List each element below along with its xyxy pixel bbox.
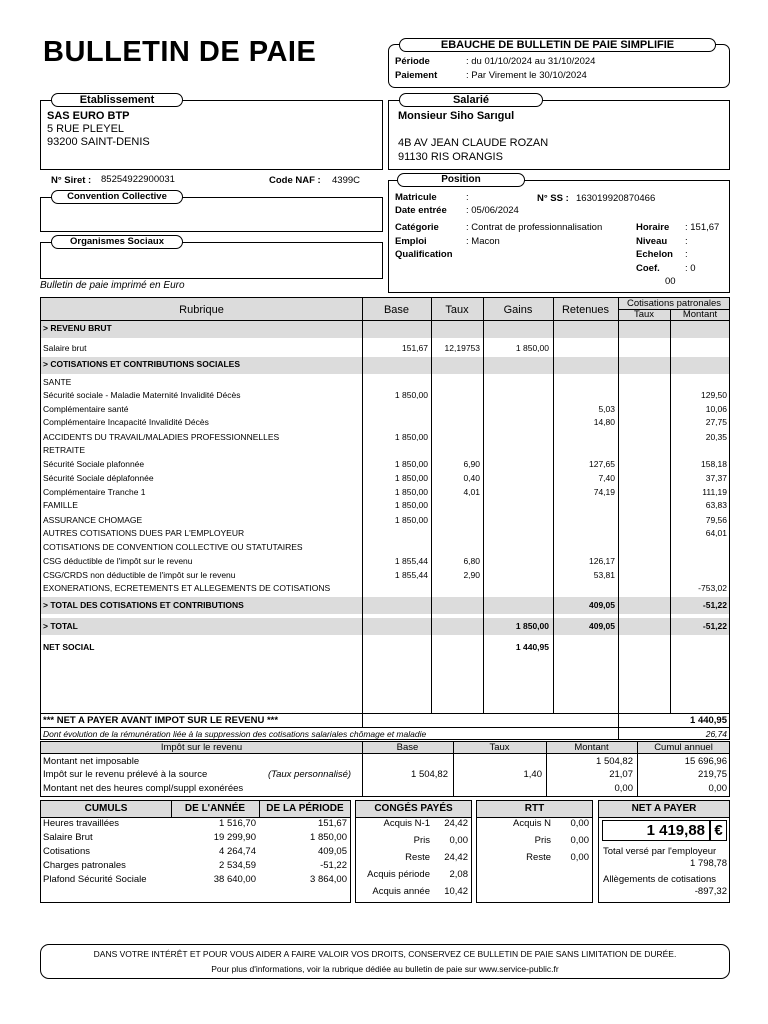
header-base: Base [383,304,410,316]
impot-header-taux: Taux [489,742,510,753]
row-base: 1 850,00 [394,459,428,469]
row-label: RETRAITE [43,445,86,455]
impot-row-montant: 21,07 [609,769,633,780]
header-cotis-taux: Taux [633,309,655,320]
net-payer-value: 1 419,88 [646,822,705,839]
evolution-value: 26,74 [705,729,727,739]
total-employeur-value: 1 798,78 [690,858,727,869]
row-label: Salaire brut [43,343,87,353]
row-retenues: 409,05 [589,600,615,610]
row-label: > TOTAL DES COTISATIONS ET CONTRIBUTIONS [43,600,244,610]
row-taux: 6,90 [463,459,480,469]
row-gains: 1 850,00 [515,621,549,631]
impot-row-cumul: 0,00 [708,783,727,794]
impot-header-montant: Montant [574,742,609,753]
row-patronal-montant: 158,18 [701,459,727,469]
qualification-label: Qualification [395,249,453,260]
row-base: 1 850,00 [394,515,428,525]
row-retenues: 126,17 [589,556,615,566]
ebauche-title: EBAUCHE DE BULLETIN DE PAIE SIMPLIFIE [399,38,716,52]
row-taux: 2,90 [463,570,480,580]
header-retenues: Retenues [561,304,610,316]
conges-header: CONGÉS PAYÉS [374,803,453,814]
impot-header-base: Base [396,742,419,753]
coef-extra: 00 [665,276,676,287]
matricule-value: : [466,192,469,203]
nss-label: N° SS : [537,193,569,204]
row-patronal-montant: 111,19 [702,487,727,497]
cumul-row-label: Cotisations [43,846,90,857]
allegements-value: -897,32 [694,886,727,897]
row-base: 1 850,00 [394,500,428,510]
row-patronal-montant: 37,37 [705,473,727,483]
impot-row-base: 1 504,82 [411,769,448,780]
company-address2: 93200 SAINT-DENIS [47,136,150,148]
row-taux: 12,19753 [444,343,480,353]
niveau-label: Niveau [636,236,668,247]
row-retenues: 409,05 [589,621,615,631]
conges-row-label: Acquis N-1 [383,818,430,829]
impot-header-cumul: Cumul annuel [654,742,713,753]
cumul-row-periode: 409,05 [317,846,347,857]
row-base: 1 855,44 [394,570,428,580]
header-cotis-patronales: Cotisations patronales [627,298,721,309]
entree-label: Date entrée [395,205,447,216]
cumul-row-label: Heures travaillées [43,818,120,829]
row-patronal-montant: -753,02 [698,583,727,593]
net-avant-impot-value: 1 440,95 [690,715,727,726]
echelon-label: Echelon [636,249,673,260]
cumul-row-annee: 2 534,59 [219,860,256,871]
employee-name: Monsieur Siho Sarıgul [398,110,515,122]
siret-value: 85254922900031 [101,174,175,185]
impot-row-label: Impôt sur le revenu prélevé à la source [43,769,208,780]
row-label: COTISATIONS DE CONVENTION COLLECTIVE OU STATUTAIRES [43,542,303,552]
row-label: ASSURANCE CHOMAGE [43,515,143,525]
rtt-row-value: 0,00 [570,818,589,829]
currency-note: Bulletin de paie imprimé en Euro [40,280,185,291]
rtt-row-value: 0,00 [570,852,589,863]
horaire-label: Horaire [636,222,670,233]
section-bg-revenu [41,321,729,338]
row-retenues: 127,65 [589,459,615,469]
emploi-value: : Macon [466,236,500,247]
conges-row-label: Acquis année [372,886,430,897]
salarie-label: Salarié [399,93,543,107]
row-label: SANTE [43,377,72,387]
row-label: > TOTAL [43,621,78,631]
row-patronal-montant: 10,06 [705,404,727,414]
conges-row-label: Acquis période [367,869,430,880]
row-patronal-montant: -51,22 [702,621,727,631]
row-patronal-montant: 20,35 [705,432,727,442]
row-label: Complémentaire Tranche 1 [43,487,146,497]
footer-line2: Pour plus d'informations, voir la rubrique dédiée au bulletin de paie sur www.service-public.fr [211,964,559,974]
coef-label: Coef. [636,263,660,274]
cumul-row-periode: 1 850,00 [310,832,347,843]
allegements-label: Allègements de cotisations [603,874,717,885]
impot-header-label: Impôt sur le revenu [160,742,243,753]
header-rubrique: Rubrique [179,304,224,316]
impot-row-note: (Taux personnalisé) [268,769,352,780]
entree-value: : 05/06/2024 [466,205,519,216]
matricule-label: Matricule [395,192,437,203]
company-address1: 5 RUE PLEYEL [47,123,125,135]
row-label: Sécurité Sociale plafonnée [43,459,145,469]
row-label: ACCIDENTS DU TRAVAIL/MALADIES PROFESSIONNELLES [43,432,280,442]
nss-value: 163019920870466 [576,193,656,204]
row-patronal-montant: 79,56 [705,515,727,525]
rtt-row-value: 0,00 [570,835,589,846]
row-retenues: 53,81 [593,570,615,580]
row-label: Complémentaire Incapacité Invalidité Décès [43,417,209,427]
euro-icon: € [714,822,723,839]
row-label: CSG/CRDS non déductible de l'impôt sur le revenu [43,570,236,580]
section-bg-total [41,618,729,635]
paiement-value: : Par Virement le 30/10/2024 [466,70,587,81]
impot-row-taux: 1,40 [523,769,542,780]
conges-row-value: 24,42 [444,852,468,863]
cumul-row-label: Charges patronales [43,860,126,871]
cumuls-header: CUMULS [84,803,128,814]
employee-address2: 91130 RIS ORANGIS [398,151,503,163]
cumul-row-periode: 151,67 [317,818,347,829]
naf-label: Code NAF : [269,175,321,186]
total-employeur-label: Total versé par l'employeur [603,846,717,857]
net-payer-header: NET A PAYER [631,803,697,814]
footer-line1: DANS VOTRE INTÉRÊT ET POUR VOUS AIDER A FAIRE VALOIR VOS DROITS, CONSERVEZ CE BULLETIN DE PAIE SANS LIMITATION DE DURÉE. [93,949,677,959]
emploi-label: Emploi [395,236,427,247]
periode-label: Période [395,56,430,67]
row-label: FAMILLE [43,500,78,510]
impot-row-label: Montant net imposable [43,756,140,767]
evolution-label: Dont évolution de la rémunération liée à la suppression des cotisations salariales chômage et maladie [43,729,427,739]
position-label: Position [397,173,525,187]
row-base: 1 850,00 [394,473,428,483]
cumul-row-label: Plafond Sécurité Sociale [43,874,147,885]
row-retenues: 5,03 [598,404,615,414]
conges-row-label: Pris [413,835,430,846]
categorie-value: : Contrat de professionnalisation [466,222,603,233]
row-patronal-montant: 27,75 [705,417,727,427]
row-label: CSG déductible de l'impôt sur le revenu [43,556,193,566]
row-patronal-montant: 64,01 [705,528,727,538]
header-taux: Taux [445,304,469,316]
employee-address1: 4B AV JEAN CLAUDE ROZAN [398,137,549,149]
etablissement-label: Etablissement [51,93,183,107]
header-gains: Gains [503,304,533,316]
conges-row-value: 24,42 [444,818,468,829]
convention-label: Convention Collective [51,190,183,204]
echelon-value: : [685,249,688,260]
niveau-value: : [685,236,688,247]
periode-value: : du 01/10/2024 au 31/10/2024 [466,56,596,67]
organismes-label: Organismes Sociaux [51,235,183,249]
cumul-row-annee: 1 516,70 [219,818,256,829]
impot-row-label: Montant net des heures compl/suppl exonérées [43,783,244,794]
page-title: BULLETIN DE PAIE [43,36,317,68]
row-patronal-montant: 129,50 [701,390,727,400]
conges-row-value: 10,42 [444,886,468,897]
conges-row-value: 2,08 [449,869,468,880]
row-patronal-montant: -51,22 [702,600,727,610]
impot-row-montant: 1 504,82 [596,756,633,767]
row-base: 1 855,44 [394,556,428,566]
cumul-row-label: Salaire Brut [43,832,93,843]
cumul-row-annee: 4 264,74 [219,846,256,857]
cumul-row-annee: 38 640,00 [213,874,256,885]
row-taux: 0,40 [463,473,480,483]
company-name: SAS EURO BTP [47,110,130,122]
row-patronal-montant: 63,83 [705,500,727,510]
impot-row-montant: 0,00 [614,783,633,794]
paiement-label: Paiement [395,70,438,81]
header-cotis-montant: Montant [682,309,718,320]
row-label: EXONERATIONS, ECRETEMENTS ET ALLEGEMENTS DE COTISATIONS [43,583,331,593]
rtt-row-label: Pris [534,835,551,846]
row-label: Sécurité sociale - Maladie Maternité Invalidité Décès [43,390,241,400]
row-taux: 4,01 [463,487,480,497]
coef-value: : 0 [685,263,696,274]
cumuls-col-annee: DE L'ANNÉE [184,803,246,814]
cumuls-col-periode: DE LA PÉRIODE [266,803,344,814]
impot-row-cumul: 219,75 [697,769,727,780]
siret-label: N° Siret : [51,175,92,186]
cumul-row-periode: -51,22 [320,860,347,871]
row-retenues: 74,19 [593,487,615,497]
row-retenues: 7,40 [598,473,615,483]
horaire-value: : 151,67 [685,222,720,233]
row-label: > REVENU BRUT [43,323,112,333]
conges-row-label: Reste [405,852,430,863]
row-base: 1 850,00 [394,487,428,497]
row-label: AUTRES COTISATIONS DUES PAR L'EMPLOYEUR [43,528,245,538]
conges-row-value: 0,00 [449,835,468,846]
cumul-row-annee: 19 299,90 [213,832,256,843]
row-label: NET SOCIAL [43,642,95,652]
row-base: 1 850,00 [394,432,428,442]
rtt-row-label: Reste [526,852,551,863]
row-base: 1 850,00 [394,390,428,400]
row-retenues: 14,80 [593,417,615,427]
rtt-header: RTT [524,803,545,814]
row-base: 151,67 [402,343,428,353]
rtt-row-label: Acquis N [512,818,551,829]
row-taux: 6,80 [463,556,480,566]
net-avant-impot-label: *** NET A PAYER AVANT IMPOT SUR LE REVENU *** [43,715,279,726]
cumul-row-periode: 3 864,00 [310,874,347,885]
naf-value: 4399C [332,175,360,186]
categorie-label: Catégorie [395,222,439,233]
impot-row-cumul: 15 696,96 [684,756,727,767]
row-gains: 1 440,95 [515,642,549,652]
row-label: > COTISATIONS ET CONTRIBUTIONS SOCIALES [43,359,241,369]
row-label: Complémentaire santé [43,404,129,414]
row-label: Sécurité Sociale déplafonnée [43,473,154,483]
row-gains: 1 850,00 [515,343,549,353]
